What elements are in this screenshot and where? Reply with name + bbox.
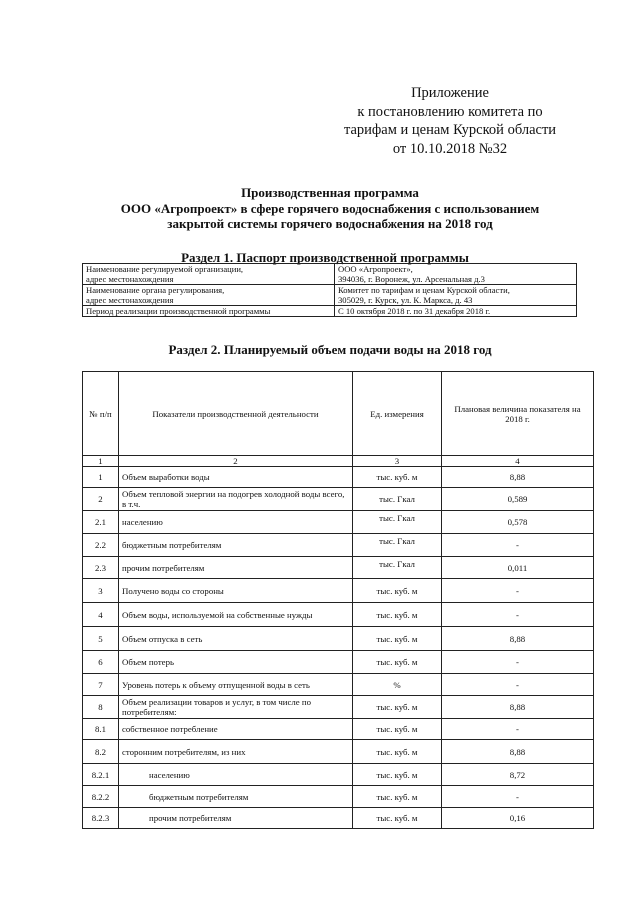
- header-value: Плановая величина показателя на 2018 г.: [442, 372, 594, 456]
- row-unit: тыс. куб. м: [353, 719, 442, 740]
- row-number: 8: [83, 696, 119, 719]
- table-row: [83, 651, 594, 674]
- row-number: 8.2: [83, 740, 119, 764]
- row-number: 5: [83, 627, 119, 651]
- column-number: 2: [119, 456, 353, 467]
- table-row: [83, 285, 577, 306]
- row-indicator: прочим потребителям: [119, 557, 353, 579]
- column-number: 3: [353, 456, 442, 467]
- row-value: -: [442, 651, 594, 674]
- appendix-line: от 10.10.2018 №32: [392, 140, 508, 157]
- table-row: [83, 511, 594, 534]
- row-number: 8.2.2: [83, 786, 119, 808]
- row-value: -: [442, 719, 594, 740]
- title-line: ООО «Агропроект» в сфере горячего водоснабжения с использованием: [120, 200, 540, 216]
- section1-heading: Раздел 1. Паспорт производственной программы: [181, 250, 469, 265]
- row-unit: тыс. Гкал: [353, 534, 442, 557]
- header-indicator: Показатели производственной деятельности: [119, 372, 353, 456]
- row-value: -: [442, 786, 594, 808]
- row-value: 0,16: [442, 808, 594, 829]
- row-unit: тыс. куб. м: [353, 603, 442, 627]
- row-indicator: Объем реализации товаров и услуг, в том числе по потребителям:: [119, 696, 353, 719]
- row-value: -: [442, 579, 594, 603]
- table-row: [83, 786, 594, 808]
- row-value: -: [442, 674, 594, 696]
- row-unit: %: [353, 674, 442, 696]
- row-unit: тыс. куб. м: [353, 579, 442, 603]
- row-value: 8,88: [442, 740, 594, 764]
- row-value: 0,589: [442, 488, 594, 511]
- row-indicator: Получено воды со стороны: [119, 579, 353, 603]
- row-unit: тыс. куб. м: [353, 764, 442, 786]
- volume-table: [82, 371, 594, 829]
- passport-table: [82, 263, 577, 317]
- table-row: [83, 579, 594, 603]
- appendix-line: тарифам и ценам Курской области: [343, 122, 557, 138]
- row-value: 8,88: [442, 467, 594, 488]
- appendix-line: Приложение: [411, 85, 489, 101]
- row-indicator: Объем выработки воды: [119, 467, 353, 488]
- row-unit: тыс. Гкал: [353, 488, 442, 511]
- row-unit: тыс. куб. м: [353, 651, 442, 674]
- row-unit: тыс. куб. м: [353, 696, 442, 719]
- row-value: 0,578: [442, 511, 594, 534]
- section2-heading: Раздел 2. Планируемый объем подачи воды на 2018 год: [168, 342, 492, 357]
- row-unit: тыс. Гкал: [353, 557, 442, 579]
- table-row: [83, 306, 577, 317]
- row-indicator: Объем воды, используемой на собственные нужды: [119, 603, 353, 627]
- row-indicator: бюджетным потребителям: [119, 786, 353, 808]
- passport-value: ООО «Агропроект», 394036, г. Воронеж, ул. Арсенальная д.3: [335, 264, 577, 285]
- table-row: [83, 488, 594, 511]
- row-number: 1: [83, 467, 119, 488]
- row-number: 4: [83, 603, 119, 627]
- row-number: 8.2.3: [83, 808, 119, 829]
- document-title: [60, 185, 600, 232]
- table-header-row: [83, 372, 594, 456]
- column-number: 4: [442, 456, 594, 467]
- row-indicator: собственное потребление: [119, 719, 353, 740]
- table-row: [83, 603, 594, 627]
- row-number: 8.2.1: [83, 764, 119, 786]
- row-unit: тыс. куб. м: [353, 627, 442, 651]
- table-row: [83, 740, 594, 764]
- column-number: 1: [83, 456, 119, 467]
- row-value: 8,88: [442, 696, 594, 719]
- row-number: 6: [83, 651, 119, 674]
- row-unit: тыс. куб. м: [353, 808, 442, 829]
- appendix-block: [330, 84, 570, 158]
- header-num: № п/п: [83, 372, 119, 456]
- table-row: [83, 719, 594, 740]
- row-indicator: Уровень потерь к объему отпущенной воды в сеть: [119, 674, 353, 696]
- table-row: [83, 534, 594, 557]
- table-row: [83, 764, 594, 786]
- table-row: [83, 467, 594, 488]
- row-value: -: [442, 534, 594, 557]
- passport-label: Период реализации производственной программы: [83, 306, 335, 317]
- row-indicator: сторонним потребителям, из них: [119, 740, 353, 764]
- row-value: 8,88: [442, 627, 594, 651]
- row-number: 2: [83, 488, 119, 511]
- passport-label: Наименование органа регулирования, адрес местонахождения: [83, 285, 335, 306]
- row-number: 3: [83, 579, 119, 603]
- row-value: 8,72: [442, 764, 594, 786]
- table-row: [83, 808, 594, 829]
- row-indicator: прочим потребителям: [119, 808, 353, 829]
- row-indicator: Объем тепловой энергии на подогрев холодной воды всего, в т.ч.: [119, 488, 353, 511]
- header-unit: Ед. измерения: [353, 372, 442, 456]
- row-unit: тыс. куб. м: [353, 740, 442, 764]
- passport-value: С 10 октября 2018 г. по 31 декабря 2018 г.: [335, 306, 577, 317]
- table-row: [83, 557, 594, 579]
- row-number: 2.3: [83, 557, 119, 579]
- row-indicator: Объем отпуска в сеть: [119, 627, 353, 651]
- table-row: [83, 264, 577, 285]
- column-number-row: [83, 456, 594, 467]
- table-row: [83, 696, 594, 719]
- passport-label: Наименование регулируемой организации, адрес местонахождения: [83, 264, 335, 285]
- appendix-line: к постановлению комитета по: [357, 103, 543, 120]
- row-indicator: населению: [119, 511, 353, 534]
- row-indicator: населению: [119, 764, 353, 786]
- row-value: 0,011: [442, 557, 594, 579]
- table-row: [83, 674, 594, 696]
- row-unit: тыс. куб. м: [353, 786, 442, 808]
- passport-value: Комитет по тарифам и ценам Курской области, 305029, г. Курск, ул. К. Маркса, д. 43: [335, 285, 577, 306]
- table-row: [83, 627, 594, 651]
- title-line: Производственная программа: [241, 185, 419, 200]
- row-number: 7: [83, 674, 119, 696]
- row-value: -: [442, 603, 594, 627]
- title-line: закрытой системы горячего водоснабжения на 2018 год: [167, 216, 493, 231]
- row-indicator: бюджетным потребителям: [119, 534, 353, 557]
- row-number: 8.1: [83, 719, 119, 740]
- row-number: 2.1: [83, 511, 119, 534]
- row-unit: тыс. Гкал: [353, 511, 442, 534]
- row-indicator: Объем потерь: [119, 651, 353, 674]
- row-unit: тыс. куб. м: [353, 467, 442, 488]
- row-number: 2.2: [83, 534, 119, 557]
